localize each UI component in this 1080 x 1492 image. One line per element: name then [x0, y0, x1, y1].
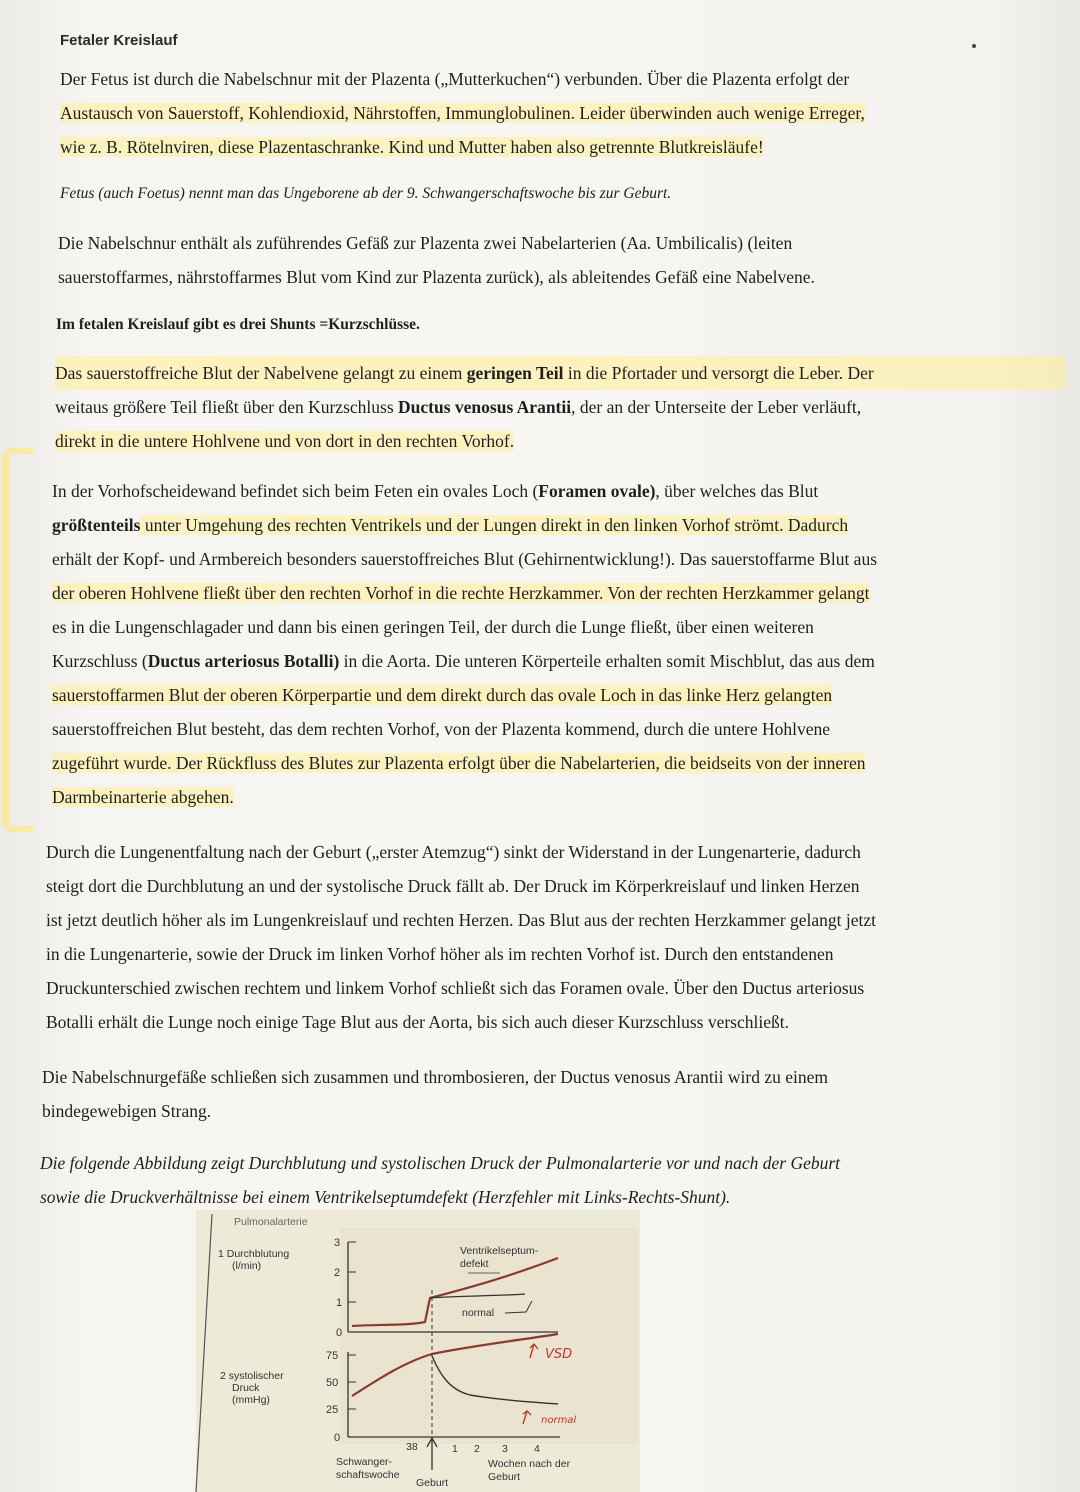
x-tick-label: 4	[534, 1443, 540, 1455]
y2-tick-label: 75	[326, 1350, 339, 1362]
text-segment: in die Aorta. Die unteren Körperteile erhalten somit Mischblut, das aus dem	[339, 651, 875, 671]
text-bold: größtenteils	[52, 515, 141, 535]
text-line: Der Fetus ist durch die Nabelschnur mit der Plazenta („Mutterkuchen“) verbunden. Über die Plazenta erfolgt der	[60, 69, 850, 89]
text-line: sauerstoffreichen Blut besteht, das dem rechten Vorhof, von der Plazenta kommend, durch die untere Hohlvene	[52, 719, 831, 739]
x-tick-label: 38	[406, 1441, 418, 1453]
text-line: direkt in die untere Hohlvene und von dort in den rechten Vorhof.	[55, 431, 515, 451]
text-line: Die Nabelschnur enthält als zuführendes Gefäß zur Plazenta zwei Nabelarterien (Aa. Umbilicalis) (leiten	[58, 233, 793, 253]
vsd-flow-curve	[352, 1258, 558, 1326]
text-segment: weitaus größere Teil fließt über den Kurzschluss	[55, 397, 399, 417]
shunts-heading: Im fetalen Kreislauf gibt es drei Shunts =Kurzschlüsse.	[56, 316, 420, 333]
hand-normal-label: normal	[541, 1415, 577, 1426]
text-segment: Kurzschluss (	[52, 651, 148, 671]
figure-edge-line	[196, 1214, 212, 1492]
document-title: Fetaler Kreislauf	[60, 32, 178, 49]
text-segment: Das sauerstoffreiche Blut der Nabelvene gelangt zu einem	[55, 363, 467, 383]
panel2-label-unit: (mmHg)	[232, 1394, 270, 1406]
text-line: Botalli erhält die Lunge noch einige Tage Blut aus der Aorta, bis sich auch dieser Kurzschluss verschließt.	[46, 1012, 789, 1032]
y1-tick-label: 0	[336, 1327, 343, 1339]
y1-tick-label: 1	[336, 1297, 343, 1309]
x-right-caption: Wochen nach der	[488, 1458, 571, 1470]
text-line: in die Lungenarterie, sowie der Druck im linken Vorhof höher als im rechten Vorhof ist. Durch den entstandenen	[46, 944, 834, 964]
text-line: zugeführt wurde. Der Rückfluss des Blutes zur Plazenta erfolgt über die Nabelarterien, die beidseits von der inneren	[52, 753, 866, 773]
text-line: Darmbeinarterie abgehen.	[52, 787, 234, 807]
text-line: Die Nabelschnurgefäße schließen sich zusammen und thrombosieren, der Ductus venosus Arantii wird zu einem	[42, 1067, 828, 1087]
text-bold: Ductus venosus Arantii	[398, 397, 572, 417]
text-line: steigt dort die Durchblutung an und der systolische Druck fällt ab. Der Druck im Körperkreislauf und linken Herzen	[46, 876, 860, 896]
text-line: der oberen Hohlvene fließt über den rechten Vorhof in die rechte Herzkammer. Von der rechten Herzkammer gelangt	[52, 583, 870, 603]
x-mid-caption: Geburt	[416, 1477, 449, 1489]
text-segment: in die Pfortader und versorgt die Leber. Der	[563, 363, 874, 383]
figure-header: Pulmonalarterie	[234, 1216, 308, 1228]
text-line: Durch die Lungenentfaltung nach der Geburt („erster Atemzug“) sinkt der Widerstand in der Lungenarterie, dadurch	[46, 842, 861, 862]
panel1-label-line: 1 Durchblutung	[218, 1248, 290, 1260]
y1-tick-label: 3	[334, 1237, 341, 1249]
text-line: Austausch von Sauerstoff, Kohlendioxid, Nährstoffen, Immunglobulinen. Leider überwinden auch wenige Erreger,	[60, 103, 865, 123]
vsd-label: Ventrikelseptum-	[460, 1245, 539, 1257]
text-line: Druckunterschied zwischen rechtem und linkem Vorhof schließt sich das Foramen ovale. Über den Ductus arteriosus	[46, 978, 865, 998]
text-line: sauerstoffarmes, nährstoffarmes Blut vom Kind zur Plazenta zurück), als ableitendes Gefäß eine Nabelvene.	[58, 267, 815, 287]
y1-tick-label: 2	[334, 1267, 341, 1279]
x-right-caption: Geburt	[488, 1471, 521, 1483]
x-tick-label: 1	[452, 1443, 458, 1455]
text-segment: , über welches das Blut	[655, 481, 819, 501]
text-line: ist jetzt deutlich höher als im Lungenkreislauf und rechten Herzen. Das Blut aus der rechten Herzkammer gelangt jetzt	[46, 910, 876, 930]
hand-arrow-vsd	[530, 1344, 538, 1358]
text-line: wie z. B. Rötelnviren, diese Plazentaschranke. Kind und Mutter haben also getrennte Blutkreisläufe!	[60, 137, 764, 157]
text-segment: , der an der Unterseite der Leber verläuft,	[571, 397, 862, 417]
text-bold: Foramen ovale)	[538, 481, 656, 501]
x-left-caption: schaftswoche	[336, 1469, 400, 1481]
hand-arrow-normal	[523, 1411, 531, 1424]
text-line: erhält der Kopf- und Armbereich besonders sauerstoffreiches Blut (Gehirnentwicklung!). Das sauerstoffarme Blut aus	[52, 549, 878, 569]
caption-line: sowie die Druckverhältnisse bei einem Ventrikelseptumdefekt (Herzfehler mit Links-Rechts-Shunt).	[40, 1187, 731, 1207]
text-line: sauerstoffarmen Blut der oberen Körperpartie und dem direkt durch das ovale Loch in das linke Herz gelangten	[52, 685, 833, 705]
text-bold: Ductus arteriosus Botalli)	[147, 651, 340, 671]
text-segment: In der Vorhofscheidewand befindet sich beim Feten ein ovales Loch (	[52, 481, 539, 501]
panel2-label-line: Druck	[232, 1382, 260, 1394]
x-tick-label: 2	[474, 1443, 480, 1455]
normal-pressure-curve	[432, 1356, 558, 1404]
y2-tick-label: 0	[334, 1432, 341, 1444]
x-tick-label: 3	[502, 1443, 508, 1455]
text-segment: unter Umgehung des rechten Ventrikels und der Lungen direkt in den linken Vorhof strömt. Dadurch	[140, 515, 849, 535]
caption-line: Die folgende Abbildung zeigt Durchblutung und systolischen Druck der Pulmonalarterie vor und nach der Geburt	[40, 1153, 841, 1173]
normal-label: normal	[462, 1307, 495, 1319]
y2-tick-label: 25	[326, 1404, 339, 1416]
text-line: es in die Lungenschlagader und dann bis einen geringen Teil, der durch die Lunge fließt, über einen weiteren	[52, 617, 814, 637]
normal-flow-leader	[505, 1301, 532, 1313]
text-bold: geringen Teil	[466, 363, 564, 383]
panel1-label-unit: (l/min)	[232, 1260, 262, 1272]
y2-tick-label: 50	[326, 1377, 339, 1389]
text-line: bindegewebigen Strang.	[42, 1101, 212, 1121]
vsd-label: defekt	[460, 1258, 489, 1270]
fetus-definition-note: Fetus (auch Foetus) nennt man das Ungeborene ab der 9. Schwangerschaftswoche bis zur Geburt.	[60, 185, 672, 202]
vsd-pressure-curve	[352, 1334, 558, 1396]
x-left-caption: Schwanger-	[336, 1456, 393, 1468]
panel2-label-line: 2 systolischer	[220, 1370, 284, 1382]
hand-vsd-label: VSD	[545, 1347, 573, 1362]
